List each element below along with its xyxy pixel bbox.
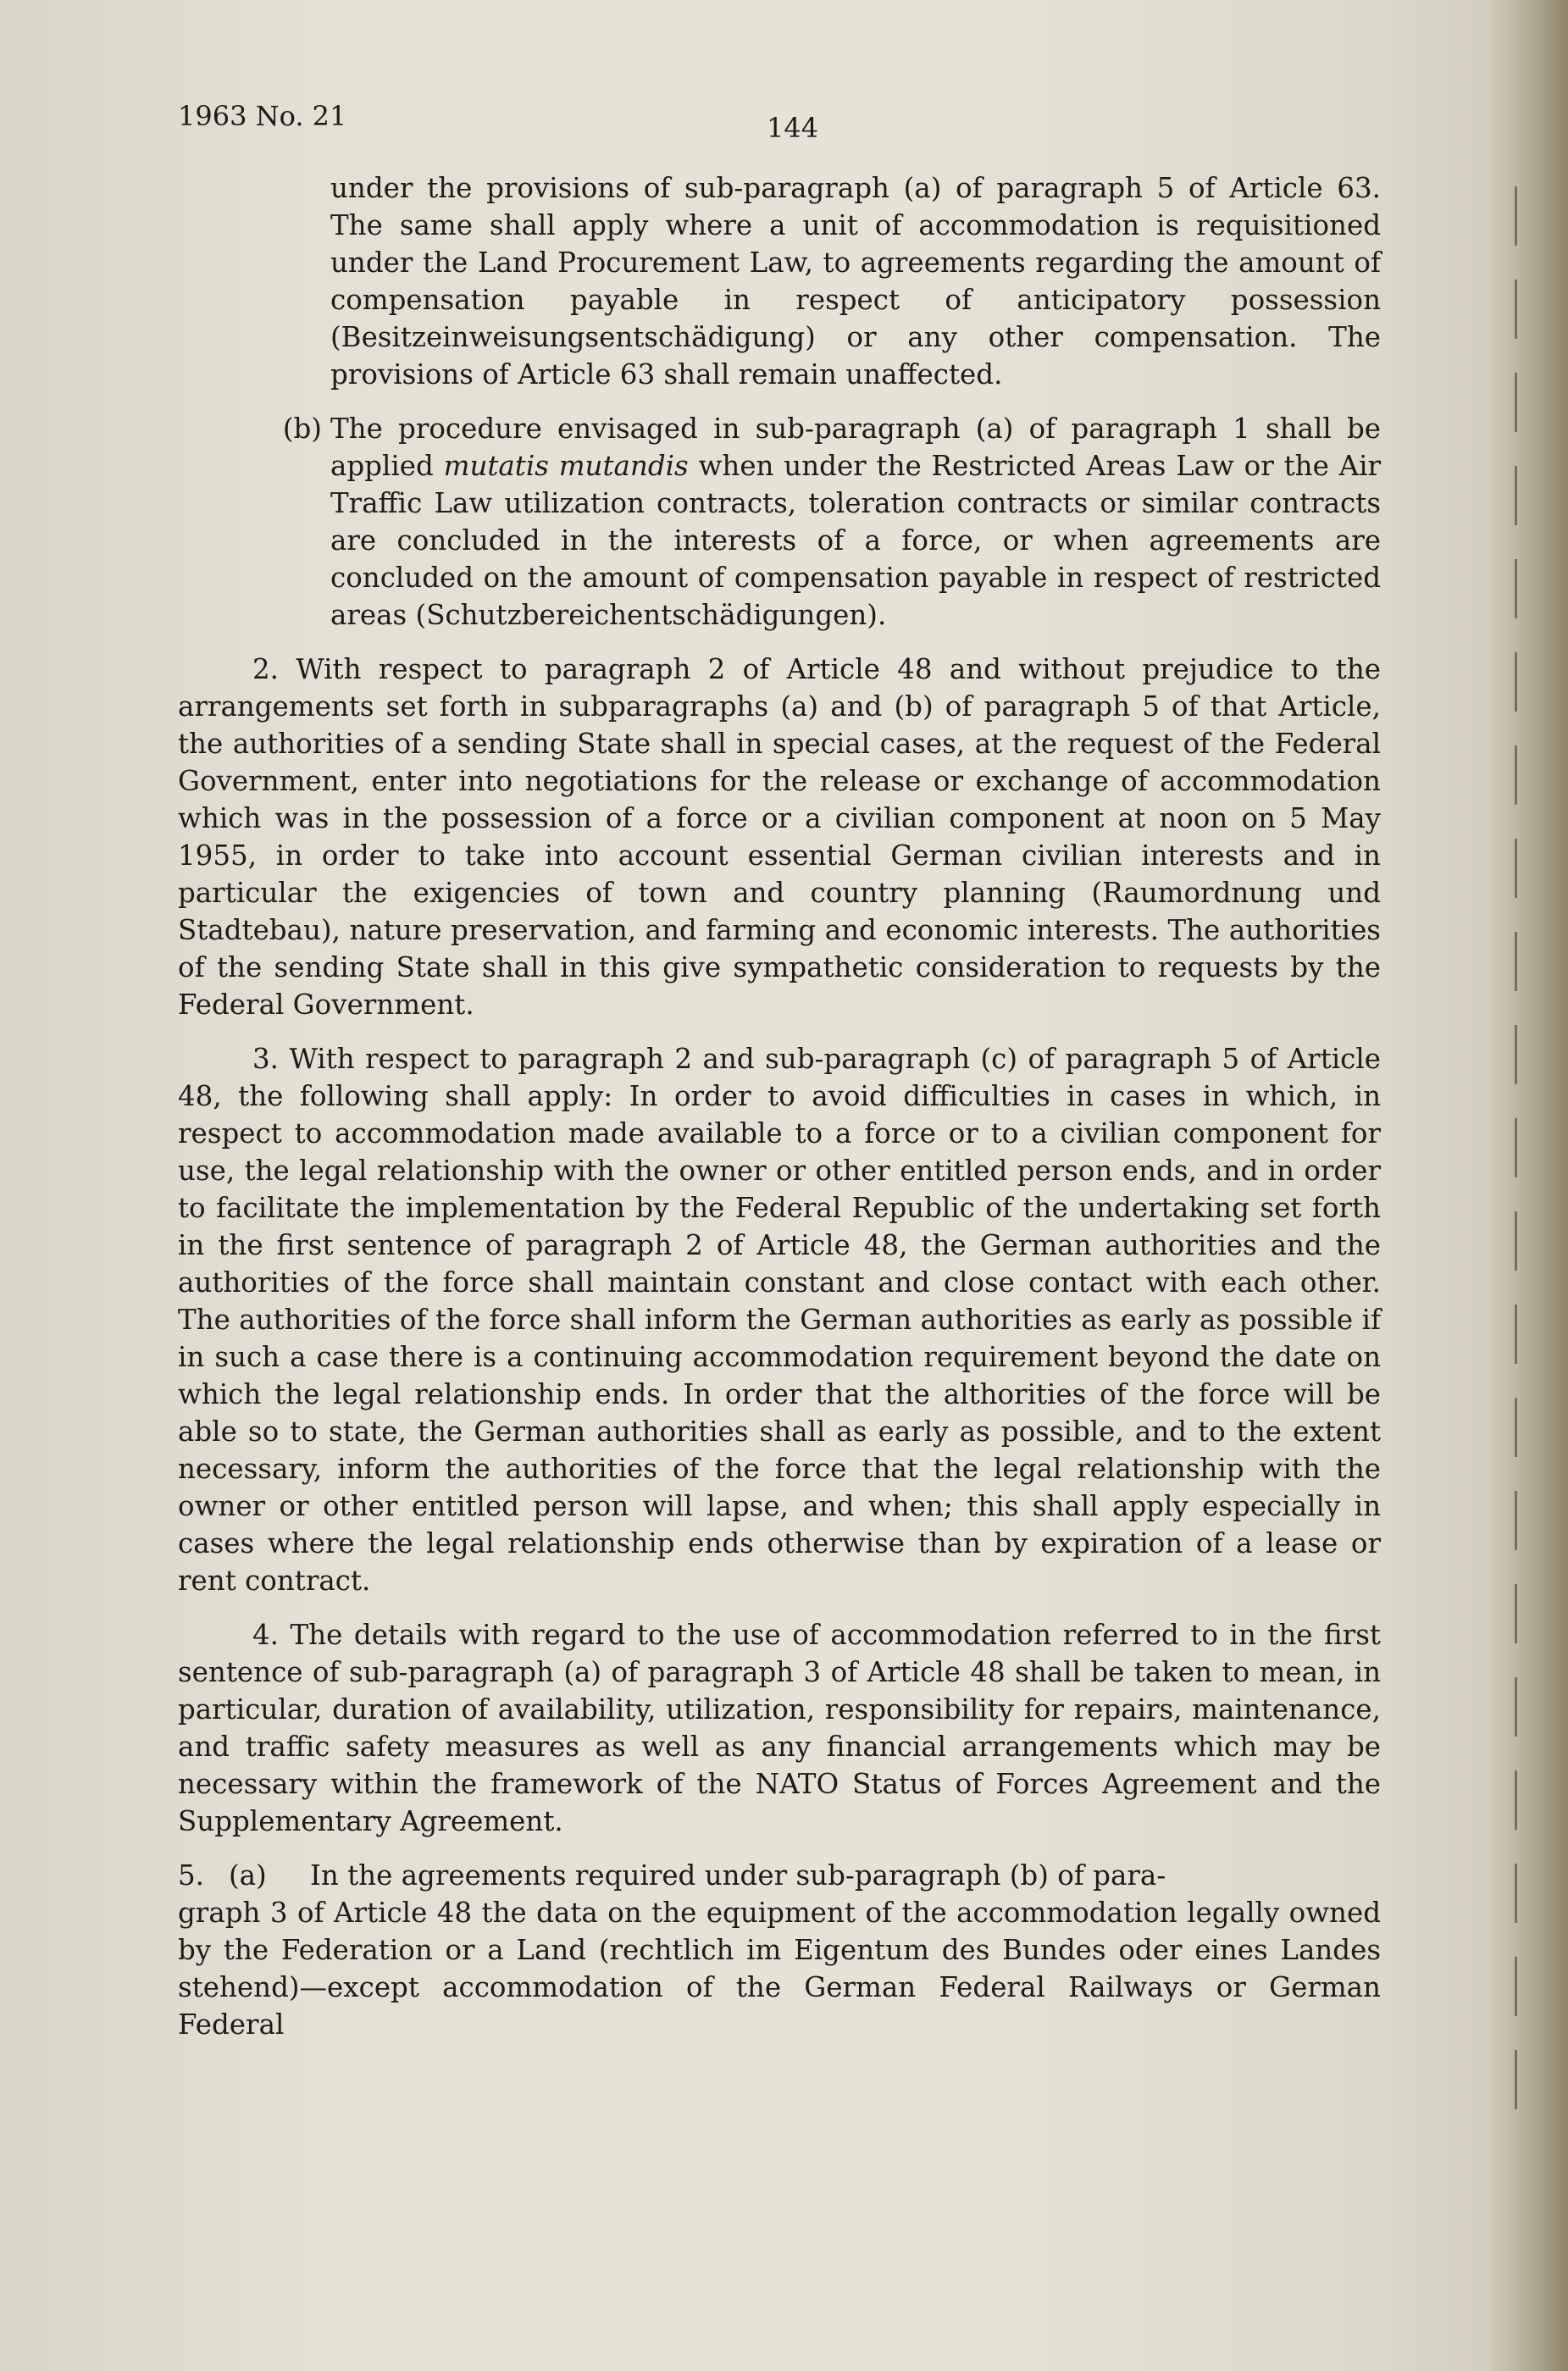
paragraph-5 [178,1857,1381,2043]
paragraph-continuation: under the provisions of sub-paragraph (a) of paragraph 5 of Article 63. The same shall apply where a unit of accommodation is requisitioned under the Land Procurement Law, to agreements regarding the amount of compensation payable in respect of anticipatory possession (Besitzeinweisungsentschädigung) or any other compensation. The provisions of Article 63 shall remain unaffected. [330,172,1381,391]
paragraph-5-subletter: (a) [229,1859,267,1892]
paragraph-5-rest: graph 3 of Article 48 the data on the equipment of the accommodation legally owned by the Federation or a Land (rechtlich im Eigentum des Bundes oder eines Landes stehend)—except accommodation of the German Federal Railways or German Federal [178,1897,1381,2041]
binding-rule [1515,186,1517,2135]
subparagraph-b-text-2: when under the Restricted Areas Law or the Air Traffic Law utilization contracts, toleration contracts or similar contracts are concluded in the interests of a force, or when agreements are concluded on the amount of compensation payable in respect of restricted areas (Schutzbereichentschädigungen). [330,450,1381,631]
subparagraph-b-text-1: The procedure envisaged in sub-paragraph (a) of paragraph 1 shall be applied [330,413,1381,482]
paragraph-4: 4. The details with regard to the use of accommodation referred to in the first sentence of sub-paragraph (a) of paragraph 3 of Article 48 shall be taken to mean, in particular, duration of availability, utilization, responsibility for repairs, maintenance, and traffic safety measures as well as any financial arrangements which may be necessary within the framework of the NATO Status of Forces Agreement and the Supplementary Agreement. [178,1619,1381,1837]
page-number: 144 [767,112,819,144]
subparagraph-b-marker: (b) [282,413,322,445]
paragraph-5-first-line [178,1857,1381,1894]
paragraph-5-line1: In the agreements required under sub-paragraph (b) of para- [310,1859,1166,1892]
document-body [178,169,1381,2043]
paragraph-5-number: 5. [178,1859,205,1892]
page-header [178,100,1381,142]
book-binding-edge [1492,0,1568,2371]
subparagraph-b-italic: mutatis mutandis [443,450,689,482]
paragraph-3: 3. With respect to paragraph 2 and sub-paragraph (c) of paragraph 5 of Article 48, the following shall apply: In order to avoid difficulties in cases in which, in respect to accommodation made available to a force or to a civilian component for use, the legal relationship with the owner or other entitled person ends, and in order to facilitate the implementation by the Federal Republic of the undertaking set forth in the first sentence of paragraph 2 of Article 48, the German authorities and the authorities of the force shall maintain constant and close contact with each other. The authorities of the force shall inform the German authorities as early as possible if in such a case there is a continuing accommodation requirement beyond the date on which the legal relationship ends. In order that the althorities of the force will be able so to state, the German authorities shall as early as possible, and to the extent necessary, inform the authorities of the force that the legal relationship with the owner or other entitled person will lapse, and when; this shall apply especially in cases where the legal relationship ends otherwise than by expiration of a lease or rent contract. [178,1043,1381,1597]
paragraph-2: 2. With respect to paragraph 2 of Article 48 and without prejudice to the arrangements set forth in subparagraphs (a) and (b) of paragraph 5 of that Article, the authorities of a sending State shall in special cases, at the request of the Federal Government, enter into negotiations for the release or exchange of accommodation which was in the possession of a force or a civilian component at noon on 5 May 1955, in order to take into account essential German civilian interests and in particular the exigencies of town and country planning (Raumordnung und Stadtebau), nature preservation, and farming and economic interests. The authorities of the sending State shall in this give sympathetic consideration to requests by the Federal Government. [178,653,1381,1021]
subparagraph-b [178,410,1381,634]
subparagraph-b-text [330,410,1381,634]
header-issue: 1963 No. 21 [178,100,347,132]
